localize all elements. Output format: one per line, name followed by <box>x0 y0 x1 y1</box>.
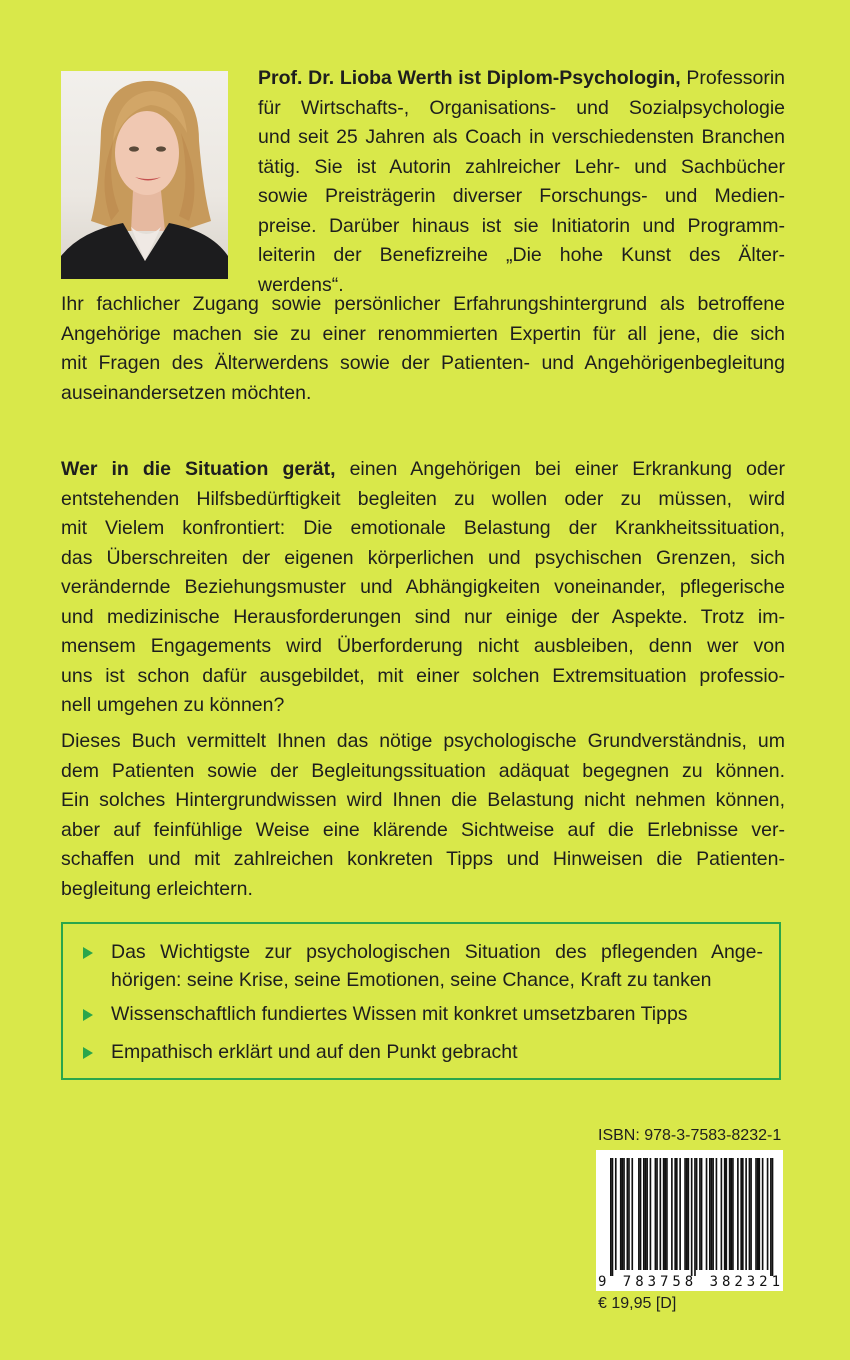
barcode-bar <box>645 1158 647 1270</box>
feature-item: Das Wichtigste zur psychologischen Situation des pflegenden Ange- hörigen: seine Krise, seine Emotionen, seine Chance, Kraft zu tanken <box>83 938 763 994</box>
barcode-bar <box>712 1158 714 1270</box>
barcode-bar <box>740 1158 742 1270</box>
barcode-bar <box>663 1158 665 1270</box>
book-blurb <box>61 455 785 721</box>
bio-line: für Wirtschafts-, Organisations- und Sozialpsychologie <box>258 96 785 119</box>
author-portrait-icon <box>61 71 228 279</box>
description-line: begleitung erleichtern. <box>61 877 253 900</box>
description-line: Ein solches Hintergrundwissen wird Ihnen die Belastung nicht nehmen können, <box>61 789 785 811</box>
barcode-bar <box>742 1158 744 1270</box>
feature-box <box>61 922 781 1080</box>
isbn-label: ISBN: 978-3-7583-8232-1 <box>598 1127 782 1144</box>
barcode-bar <box>762 1158 764 1270</box>
description-line: dem Patienten sowie der Begleitungssituation adäquat begegnen zu können. <box>61 759 785 782</box>
barcode-bar <box>610 1158 612 1276</box>
barcode <box>596 1150 783 1291</box>
barcode-bar <box>755 1158 757 1270</box>
price-label: € 19,95 [D] <box>598 1295 677 1312</box>
blurb-line: nell umgehen zu können? <box>61 694 285 716</box>
barcode-bar <box>627 1158 629 1270</box>
description-line: Dieses Buch vermittelt Ihnen das nötige psychologische Grundverständnis, um <box>61 730 785 752</box>
barcode-bar <box>721 1158 723 1270</box>
bio-line: Angehörige machen sie zu einer renommierten Expertin für all jene, die sich <box>61 322 785 345</box>
blurb-line: uns ist schon dafür ausgebildet, mit einer solchen Extremsituation professio- <box>61 664 785 687</box>
barcode-bar <box>620 1158 622 1270</box>
barcode-icon <box>596 1150 783 1291</box>
barcode-digits: 9 783758 382321 <box>598 1274 780 1290</box>
blurb-line: und medizinische Herausforderungen sind nur einige der Aspekte. Trotz im- <box>61 605 785 628</box>
triangle-bullet-icon <box>83 1047 93 1059</box>
barcode-bar <box>650 1158 652 1270</box>
barcode-bar <box>638 1158 640 1270</box>
triangle-bullet-icon <box>83 1009 93 1021</box>
blurb-line: entstehenden Hilfsbedürftigkeit begleiten zu wollen oder zu müssen, wird <box>61 487 785 510</box>
feature-item: Wissenschaftlich fundiertes Wissen mit konkret umsetzbaren Tipps <box>83 1000 763 1028</box>
barcode-bar <box>750 1158 752 1270</box>
barcode-bar <box>666 1158 668 1270</box>
blurb-line: Wer in die Situation gerät, einen Angehörigen bei einer Erkrankung oder <box>61 458 785 480</box>
bio-line: mit Fragen des Älterwerdens sowie der Patienten- und Angehörigenbegleitung <box>61 352 785 374</box>
bio-line: leiterin der Benefizreihe „Die hohe Kunst des Älter- <box>258 244 785 266</box>
blurb-lead-bold: Wer in die Situation gerät, <box>61 458 336 480</box>
barcode-bar <box>671 1158 673 1270</box>
barcode-bar <box>749 1158 751 1270</box>
barcode-bar <box>674 1158 676 1270</box>
bio-line: Prof. Dr. Lioba Werth ist Diplom-Psychologin, Professorin <box>258 67 785 89</box>
barcode-bar <box>759 1158 761 1270</box>
barcode-bar <box>643 1158 645 1270</box>
bio-line: Ihr fachlicher Zugang sowie persönlicher Erfahrungshintergrund als betroffene <box>61 293 785 315</box>
barcode-bar <box>612 1158 614 1276</box>
triangle-bullet-icon <box>83 947 93 959</box>
barcode-bar <box>726 1158 728 1270</box>
barcode-bar <box>699 1158 701 1270</box>
blurb-line: mensem Engagements wird Überforderung nicht ausbleiben, denn wer von <box>61 635 785 657</box>
barcode-bar <box>676 1158 678 1270</box>
barcode-bar <box>664 1158 666 1270</box>
barcode-bar <box>772 1158 774 1276</box>
blurb-line: verändernde Beziehungsmuster und Abhängigkeiten voneinander, pflegerische <box>61 576 785 598</box>
barcode-bar <box>770 1158 772 1276</box>
barcode-bar <box>660 1158 662 1270</box>
barcode-bar <box>655 1158 657 1270</box>
blurb-line: mit Vielem konfrontiert: Die emotionale Belastung der Krankheitssituation, <box>61 517 785 539</box>
barcode-bar <box>628 1158 630 1270</box>
barcode-bar <box>730 1158 732 1270</box>
barcode-bar <box>716 1158 718 1270</box>
bio-line: werdens“. <box>258 273 344 296</box>
barcode-bar <box>623 1158 625 1270</box>
bio-line: sowie Preisträgerin diverser Forschungs- und Medien- <box>258 185 785 207</box>
description-line: schaffen und mit zahlreichen konkreten Tipps und Hinweisen die Patienten- <box>61 848 785 870</box>
book-description <box>61 727 785 904</box>
barcode-bar <box>729 1158 731 1270</box>
barcode-bar <box>696 1158 698 1270</box>
author-photo <box>61 71 228 279</box>
barcode-bar <box>767 1158 769 1270</box>
barcode-bar <box>646 1158 648 1270</box>
author-bio-continued <box>61 290 785 408</box>
blurb-line: das Überschreiten der eigenen körperlichen und psychischen Grenzen, sich <box>61 546 785 569</box>
author-name-bold: Prof. Dr. Lioba Werth ist Diplom-Psychologin, <box>258 67 681 89</box>
bio-line: und seit 25 Jahren als Coach in verschiedensten Branchen <box>258 126 785 148</box>
bio-line: preise. Darüber hinaus ist sie Initiatorin und Programm- <box>258 214 785 237</box>
barcode-bar <box>757 1158 759 1270</box>
barcode-bar <box>679 1158 681 1270</box>
barcode-bar <box>694 1158 696 1276</box>
barcode-bar <box>688 1158 690 1270</box>
barcode-bar <box>640 1158 642 1270</box>
barcode-bar <box>745 1158 747 1270</box>
barcode-bar <box>691 1158 693 1276</box>
barcode-bar <box>724 1158 726 1270</box>
barcode-bar <box>711 1158 713 1270</box>
barcode-bar <box>737 1158 739 1270</box>
barcode-bar <box>656 1158 658 1270</box>
barcode-bar <box>622 1158 624 1270</box>
barcode-bar <box>631 1158 633 1270</box>
bio-line: auseinandersetzen möchten. <box>61 381 312 404</box>
barcode-bar <box>706 1158 708 1270</box>
barcode-bar <box>686 1158 688 1270</box>
author-bio-intro <box>258 64 785 300</box>
barcode-bar <box>615 1158 617 1270</box>
feature-item: Empathisch erklärt und auf den Punkt gebracht <box>83 1038 763 1066</box>
barcode-bar <box>709 1158 711 1270</box>
barcode-bar <box>732 1158 734 1270</box>
barcode-bar <box>684 1158 686 1270</box>
bio-line: tätig. Sie ist Autorin zahlreicher Lehr- und Sachbücher <box>258 155 785 178</box>
barcode-bar <box>701 1158 703 1270</box>
description-line: aber auf feinfühlige Weise eine klärende Sichtweise auf die Erlebnisse ver- <box>61 818 785 841</box>
